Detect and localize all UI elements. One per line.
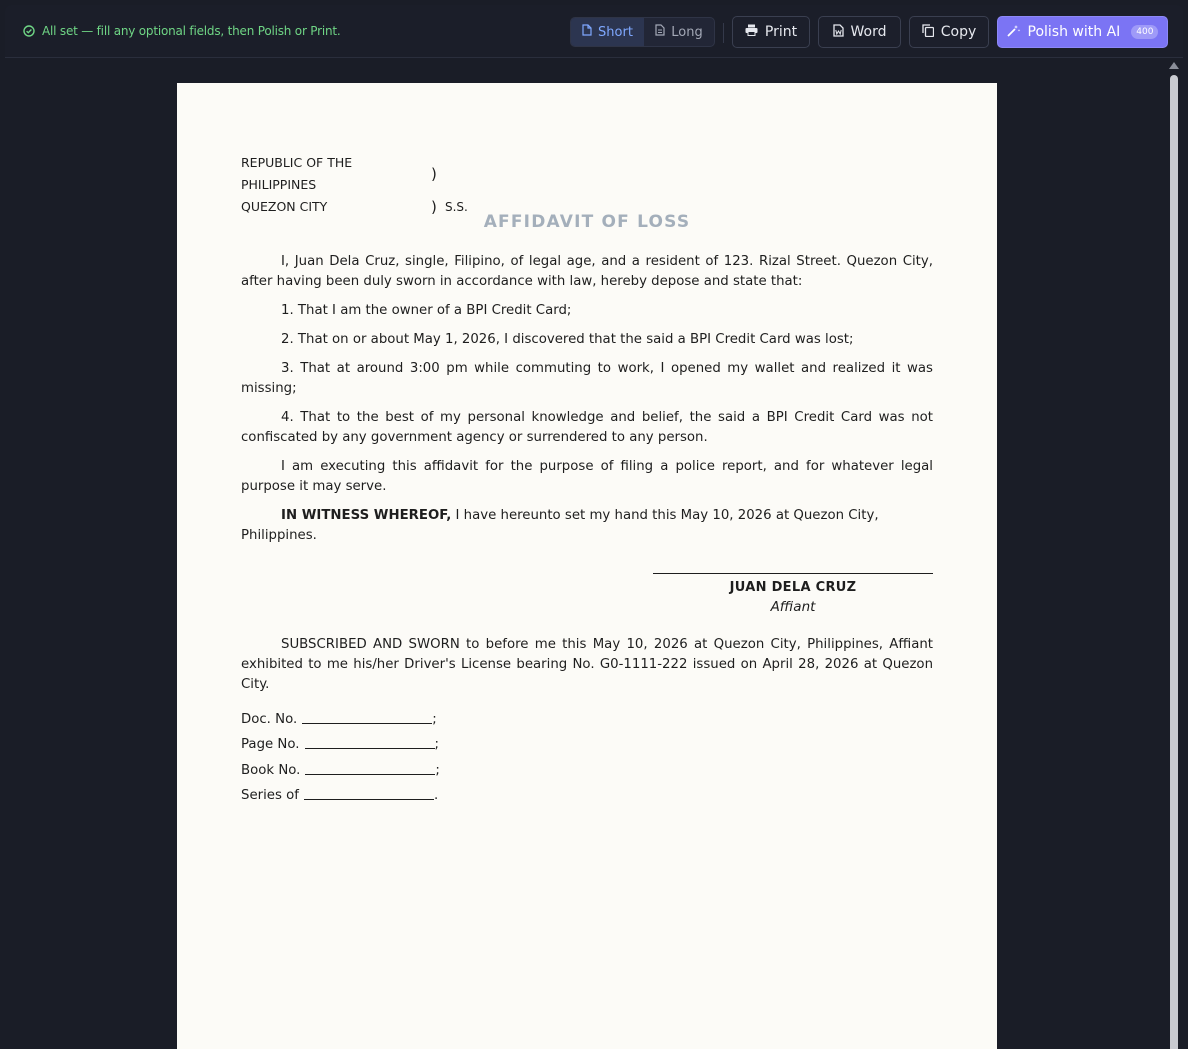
jurat-paragraph: SUBSCRIBED AND SWORN to before me this May 10, 2026 at Quezon City, Philippines, Affiant exhibited to me his/her Driver's License bearing No. G0-1111-222 issued on April 28, 2026 at Quezon City. [241, 637, 933, 692]
word-label: Word [850, 24, 887, 40]
witness-lead: IN WITNESS WHEREOF, [281, 508, 452, 523]
short-option[interactable] [571, 18, 644, 46]
statement-item: 4. That to the best of my personal knowledge and belief, the said a BPI Credit Card was not confiscated by any government agency or surrendered to any person. [241, 410, 933, 445]
print-button[interactable] [732, 16, 810, 48]
toolbar [5, 5, 1183, 58]
document-title: AFFIDAVIT OF LOSS [483, 212, 691, 232]
magic-wand-icon [1007, 24, 1021, 41]
length-toggle [570, 17, 715, 47]
status-message [23, 24, 341, 38]
affiant-name: JUAN DELA CRUZ [729, 580, 857, 595]
series-row [241, 778, 440, 804]
book-no-end: ; [435, 762, 440, 778]
statement-item: 2. That on or about May 1, 2026, I discovered that the said a BPI Credit Card was lost; [281, 332, 854, 347]
book-no-label: Book No. [241, 762, 301, 778]
doc-no-blank [302, 710, 432, 724]
polish-with-ai-button[interactable] [997, 16, 1168, 48]
venue-paren: ) [431, 165, 437, 183]
short-label: Short [598, 24, 633, 40]
venue-line-1 [241, 152, 468, 196]
book-no-row [241, 752, 440, 778]
page-no-label: Page No. [241, 737, 300, 752]
credit-badge: 400 [1131, 25, 1158, 39]
long-option[interactable] [644, 18, 714, 46]
series-label: Series of [241, 788, 299, 803]
witness-text: I have hereunto set my hand this May 10, 2026 at Quezon City, Philippines. [241, 508, 879, 543]
print-label: Print [764, 24, 798, 40]
notarial-register [241, 701, 440, 803]
scrollbar-thumb[interactable] [1170, 75, 1178, 1049]
doc-no-row [241, 701, 440, 727]
statement-item: 3. That at around 3:00 pm while commuting to work, I opened my wallet and realized it was missing; [241, 361, 933, 396]
page-no-blank [305, 735, 435, 749]
check-circle-icon [23, 25, 35, 37]
status-text: All set — fill any optional fields, then Polish or Print. [42, 24, 341, 38]
statement-item: 1. That I am the owner of a BPI Credit Card; [281, 303, 572, 318]
vertical-scrollbar[interactable] [1168, 60, 1180, 1049]
document-icon [582, 24, 592, 40]
signature-line [653, 573, 933, 574]
page-no-end: ; [434, 737, 439, 752]
copy-icon [922, 24, 934, 41]
purpose-paragraph: I am executing this affidavit for the purpose of filing a police report, and for whatever legal purpose it may serve. [241, 459, 933, 494]
copy-button[interactable] [909, 16, 989, 48]
printer-icon [745, 24, 758, 40]
document-text-icon [655, 24, 665, 40]
signature-block [653, 573, 933, 615]
book-no-blank [305, 761, 435, 775]
venue-city: QUEZON CITY [241, 199, 328, 214]
witness-paragraph [241, 506, 933, 546]
toolbar-divider [723, 23, 724, 43]
long-label: Long [671, 24, 703, 40]
word-doc-icon [833, 24, 844, 41]
affidavit-page [177, 83, 997, 1049]
venue-country: REPUBLIC OF THE PHILIPPINES [241, 155, 353, 192]
doc-no-label: Doc. No. [241, 711, 298, 727]
page-no-row [241, 727, 440, 753]
intro-paragraph: I, Juan Dela Cruz, single, Filipino, of legal age, and a resident of 123. Rizal Street. Quezon City, after having been duly sworn in accordance with law, hereby depose and state that: [241, 254, 933, 289]
document-preview [5, 59, 1183, 1049]
copy-label: Copy [940, 24, 977, 40]
doc-no-end: ; [432, 711, 437, 727]
affiant-role: Affiant [770, 599, 816, 615]
word-button[interactable] [818, 16, 901, 48]
venue-block [241, 152, 468, 218]
affidavit-body [241, 252, 933, 555]
polish-label: Polish with AI [1027, 24, 1121, 40]
series-blank [304, 786, 434, 800]
scroll-up-arrow-icon[interactable] [1169, 62, 1179, 69]
venue-paren: ) [431, 198, 437, 216]
series-end: . [433, 788, 439, 803]
venue-ss: S.S. [445, 200, 468, 214]
